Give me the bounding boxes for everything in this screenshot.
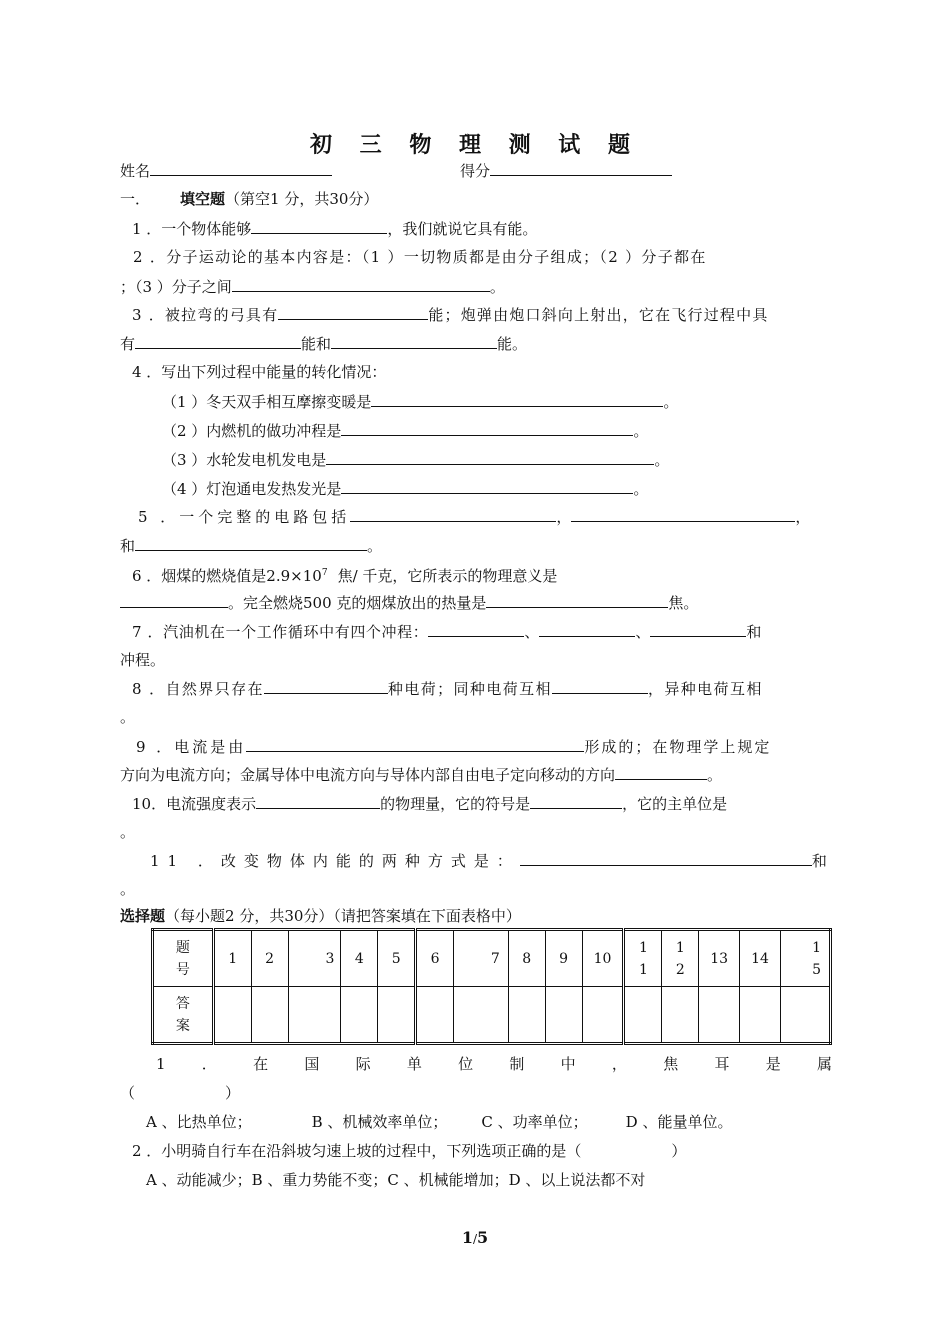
row-label-answer: 答 案	[153, 987, 214, 1044]
name-field[interactable]	[150, 160, 332, 176]
col-number: 8	[508, 930, 545, 987]
answer-cell[interactable]	[454, 987, 509, 1044]
question-1: 1 ．一个物体能够 ，我们就说它具有能。	[132, 220, 538, 238]
q4-blank-1[interactable]	[371, 391, 663, 407]
question-5-line2: 和 。	[120, 537, 383, 555]
col-number: 3	[288, 930, 341, 987]
col-number: 10	[582, 930, 624, 987]
mc-question-1-options	[146, 1112, 832, 1132]
question-4-intro: 4 ．写出下列过程中能量的转化情况：	[132, 363, 387, 381]
q9-blank-1[interactable]	[246, 736, 584, 752]
q4-blank-4[interactable]	[341, 478, 633, 494]
question-8-line1: 8 ．自然界只存在 种电荷；同种电荷互相 ，异种电荷互相	[132, 680, 763, 698]
col-number: 4	[341, 930, 378, 987]
answer-cell[interactable]	[662, 987, 699, 1044]
mc-question-2-stem: 2 ．小明骑自行车在沿斜坡匀速上坡的过程中，下列选项正确的是（ ）	[132, 1142, 687, 1160]
answer-table	[151, 928, 832, 1045]
answer-cell[interactable]	[288, 987, 341, 1044]
question-10-line1: 10．电流强度表示 的物理量，它的符号是 ，它的主单位是	[132, 795, 728, 813]
q11-blank-1[interactable]	[520, 850, 812, 866]
table-row-answers	[153, 987, 831, 1044]
col-number: 7	[454, 930, 509, 987]
question-2-line2: ；（3 ）分子之间 。	[120, 278, 505, 296]
q3-blank-1[interactable]	[278, 304, 428, 320]
answer-cell[interactable]	[624, 987, 662, 1044]
question-3-line2: 有 能和 能。	[120, 335, 528, 353]
q10-blank-2[interactable]	[530, 793, 622, 809]
question-9-line2: 方向为电流方向；金属导体中电流方向与导体内部自由电子定向移动的方向 。	[120, 766, 723, 784]
q3-blank-2[interactable]	[135, 333, 301, 349]
q7-blank-3[interactable]	[650, 621, 746, 637]
q8-blank-1[interactable]	[264, 678, 388, 694]
q5-blank-2[interactable]	[571, 506, 795, 522]
question-8-line2: 。	[120, 708, 136, 726]
answer-cell[interactable]	[251, 987, 288, 1044]
answer-cell[interactable]	[213, 987, 251, 1044]
question-11-line2: 。	[120, 880, 136, 898]
col-number: 14	[740, 930, 781, 987]
col-number: 1 1	[624, 930, 662, 987]
answer-cell[interactable]	[545, 987, 582, 1044]
score-label: 得分	[460, 162, 491, 180]
col-number: 9	[545, 930, 582, 987]
option-b[interactable]: B 、机械效率单位；	[311, 1113, 448, 1131]
answer-cell[interactable]	[582, 987, 624, 1044]
question-7-line2: 冲程。	[120, 651, 166, 669]
section2-heading: 选择题（每小题2 分，共30分）（请把答案填在下面表格中）	[120, 907, 521, 925]
mc-question-1-line1: 1 ． 在 国 际 单 位 制 中 ， 焦 耳 是 属	[156, 1055, 832, 1073]
q3-blank-3[interactable]	[331, 333, 497, 349]
question-3-line1: 3 ．被拉弯的弓具有 能；炮弹由炮口斜向上射出，它在飞行过程中具	[132, 306, 769, 324]
mc-question-1-paren: （ ）	[120, 1084, 241, 1102]
answer-cell[interactable]	[378, 987, 416, 1044]
table-row-numbers	[153, 930, 831, 987]
q7-blank-1[interactable]	[428, 621, 524, 637]
q5-blank-1[interactable]	[350, 506, 556, 522]
q2-blank[interactable]	[232, 276, 490, 292]
answer-cell[interactable]	[416, 987, 454, 1044]
option-a[interactable]: A 、比热单位；	[146, 1113, 252, 1131]
question-5-line1: 5 ．一个完整的电路包括 ， ，	[138, 508, 811, 526]
answer-cell[interactable]	[508, 987, 545, 1044]
answer-cell[interactable]	[740, 987, 781, 1044]
answer-cell[interactable]	[699, 987, 740, 1044]
question-4-item-2: （2 ）内燃机的做功冲程是 。	[162, 422, 649, 440]
section1-heading: 一． 填空题（第空1 分，共30分）	[120, 190, 379, 208]
question-9-line1: 9 ．电流是由 形成的；在物理学上规定	[136, 738, 772, 756]
question-11-line1: 11 ．改变物体内能的两种方式是： 和	[150, 852, 827, 870]
page-title: 初 三 物 理 测 试 题	[310, 132, 640, 158]
col-number: 1 5	[781, 930, 831, 987]
q4-blank-2[interactable]	[341, 420, 633, 436]
option-c[interactable]: C 、功率单位；	[481, 1113, 588, 1131]
q4-blank-3[interactable]	[326, 449, 654, 465]
col-number: 1 2	[662, 930, 699, 987]
col-number: 1	[213, 930, 251, 987]
question-6-line1: 6 ．烟煤的燃烧值是$2.9\times 10^7$ 焦/ 千克，它所表示的物理意义是	[132, 567, 558, 585]
q1-blank[interactable]	[251, 218, 387, 234]
question-4-item-3: （3 ）水轮发电机发电是 。	[162, 451, 670, 469]
section1-title: 填空题	[180, 190, 226, 208]
section2-title: 选择题	[120, 907, 166, 925]
name-label: 姓名	[120, 162, 151, 180]
question-7-line1: 7 ．汽油机在一个工作循环中有四个冲程： 、 、 和	[132, 623, 762, 641]
question-6-line2: 。完全燃烧500 克的烟煤放出的热量是 焦。	[120, 592, 832, 613]
page-number: 1/5	[461, 1228, 489, 1247]
question-10-line2: 。	[120, 823, 136, 841]
mc-question-2-options: A 、动能减少；B 、重力势能不变；C 、机械能增加；D 、以上说法都不对	[146, 1171, 646, 1189]
score-field[interactable]	[490, 160, 672, 176]
q7-blank-2[interactable]	[539, 621, 635, 637]
question-4-item-4: （4 ）灯泡通电发热发光是 。	[162, 480, 649, 498]
col-number: 6	[416, 930, 454, 987]
q8-blank-2[interactable]	[552, 678, 648, 694]
answer-cell[interactable]	[781, 987, 831, 1044]
q6-blank-1[interactable]	[120, 592, 228, 608]
q6-blank-2[interactable]	[486, 592, 668, 608]
header-fields	[120, 160, 832, 181]
question-2-line1: 2 ．分子运动论的基本内容是：（1 ）一切物质都是由分子组成；（2 ）分子都在	[133, 248, 707, 266]
question-4-item-1: （1 ）冬天双手相互摩擦变暖是 。	[162, 393, 679, 411]
q10-blank-1[interactable]	[256, 793, 380, 809]
col-number: 2	[251, 930, 288, 987]
col-number: 5	[378, 930, 416, 987]
q9-blank-2[interactable]	[615, 764, 707, 780]
option-d[interactable]: D 、能量单位。	[625, 1113, 733, 1131]
row-label-number: 题 号	[153, 930, 214, 987]
q5-blank-3[interactable]	[135, 535, 367, 551]
answer-cell[interactable]	[341, 987, 378, 1044]
col-number: 13	[699, 930, 740, 987]
